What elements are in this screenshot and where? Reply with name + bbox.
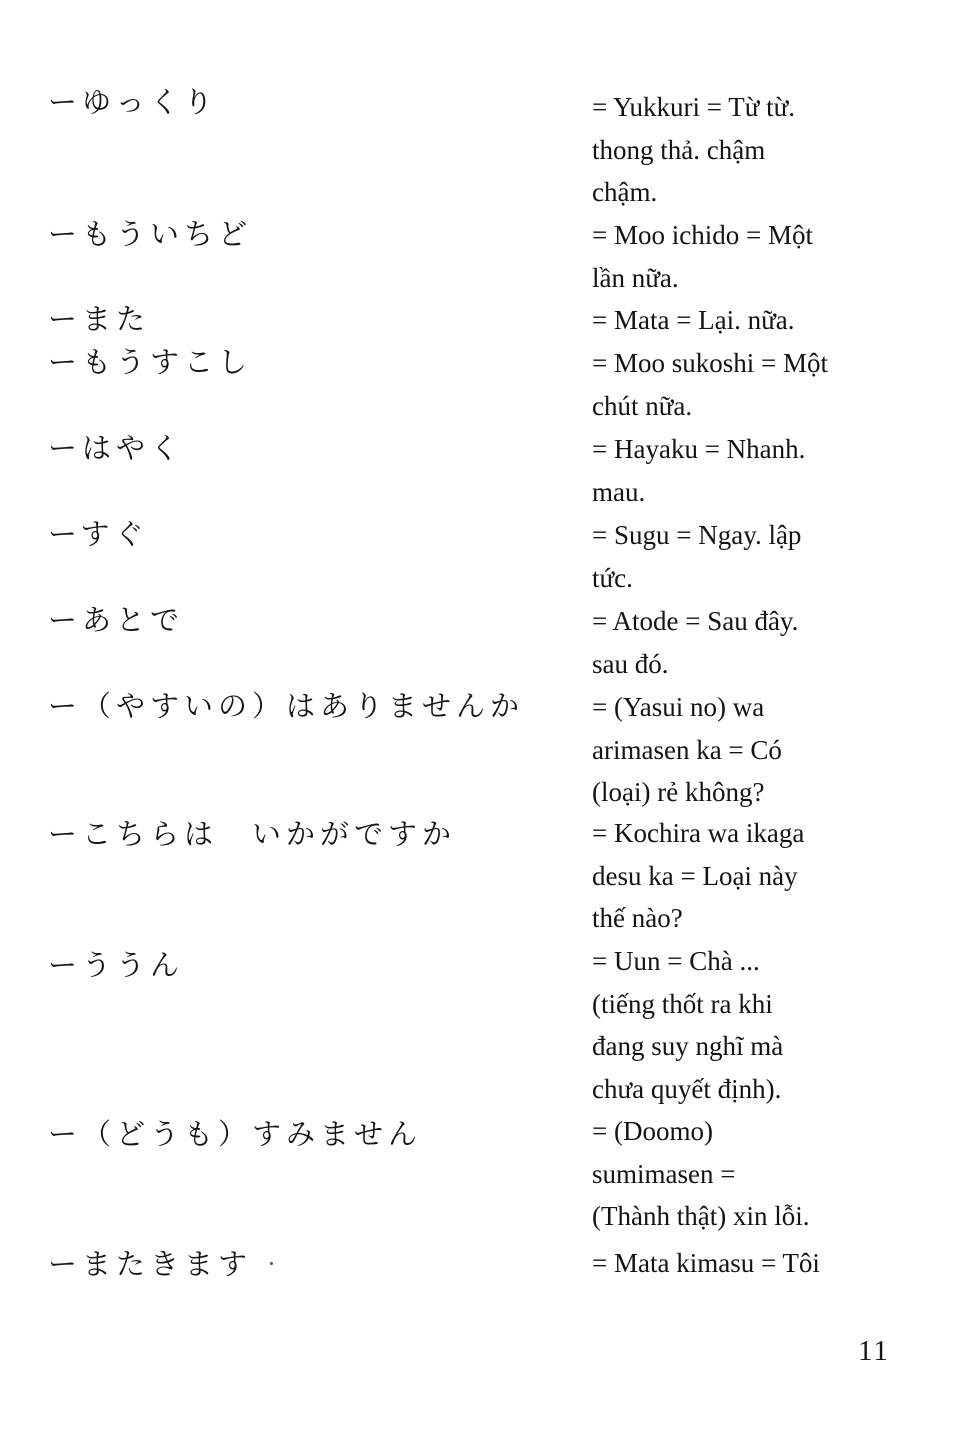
japanese-phrase: ーはやく [48,431,185,465]
meaning-line: tức. [592,562,633,593]
japanese-phrase: ー（どうも）すみません [48,1117,423,1151]
japanese-phrase: ーあとで [48,603,185,637]
vietnamese-meaning [592,812,892,940]
meaning-line: = Atode = Sau đây. [592,606,799,636]
vietnamese-meaning [592,600,892,685]
meaning-line: (Thành thật) xin lỗi. [592,1201,810,1231]
meaning-line: thế nào? [592,903,683,933]
meaning-line: chút nữa. [592,390,693,421]
meaning-line: = Mata kimasu = Tôi [592,1248,820,1278]
japanese-phrase: ー（やすいの）はありませんか [48,689,525,723]
meaning-line: = Uun = Chà ... [592,946,760,976]
meaning-line: = (Yasui no) wa [592,692,765,722]
japanese-phrase: ーまた [48,302,151,336]
vietnamese-meaning [592,940,892,1110]
vietnamese-meaning [592,86,892,214]
meaning-line: sau đó. [592,648,669,679]
meaning-line: arimasen ka = Có [592,734,782,765]
vietnamese-meaning [592,342,892,427]
meaning-line: = Moo sukoshi = Một [592,348,828,378]
print-speck [270,1262,273,1265]
japanese-phrase: ーすぐ [48,517,149,551]
meaning-line: đang suy nghĩ mà [592,1031,784,1061]
meaning-line: sumimasen = [592,1158,736,1189]
meaning-line: chưa quyết định). [592,1073,782,1104]
meaning-line: thong thả. chậm [592,134,766,165]
vietnamese-meaning [592,686,892,814]
meaning-line: = Sugu = Ngay. lập [592,520,802,550]
meaning-line: = Hayaku = Nhanh. [592,434,806,464]
vietnamese-meaning [592,214,892,299]
japanese-phrase: ーまたきます [48,1247,253,1281]
meaning-line: = (Doomo) [592,1116,713,1146]
meaning-line: desu ka = Loại này [592,860,798,891]
vietnamese-meaning [592,1242,892,1285]
japanese-phrase: ーもうすこし [48,345,253,379]
meaning-line: = Mata = Lại. nữa. [592,305,795,335]
meaning-line: = Moo ichido = Một [592,220,813,250]
japanese-phrase: ーもういちど [48,217,253,251]
page-number: 11 [858,1335,890,1367]
meaning-line: chậm. [592,177,658,207]
japanese-phrase: ーこちらは いかがですか [48,817,457,851]
meaning-line: = Kochira wa ikaga [592,818,805,848]
japanese-phrase: ーううん [48,948,185,982]
meaning-line: (tiếng thốt ra khi [592,988,773,1019]
meaning-line: = Yukkuri = Từ từ. [592,92,795,122]
meaning-line: (loại) rẻ không? [592,777,765,807]
japanese-phrase: ーゆっくり [48,85,218,119]
vietnamese-meaning [592,1110,892,1238]
vietnamese-meaning [592,299,892,342]
vietnamese-meaning [592,428,892,513]
meaning-line: mau. [592,476,646,507]
vietnamese-meaning [592,514,892,599]
meaning-line: lần nữa. [592,262,679,293]
